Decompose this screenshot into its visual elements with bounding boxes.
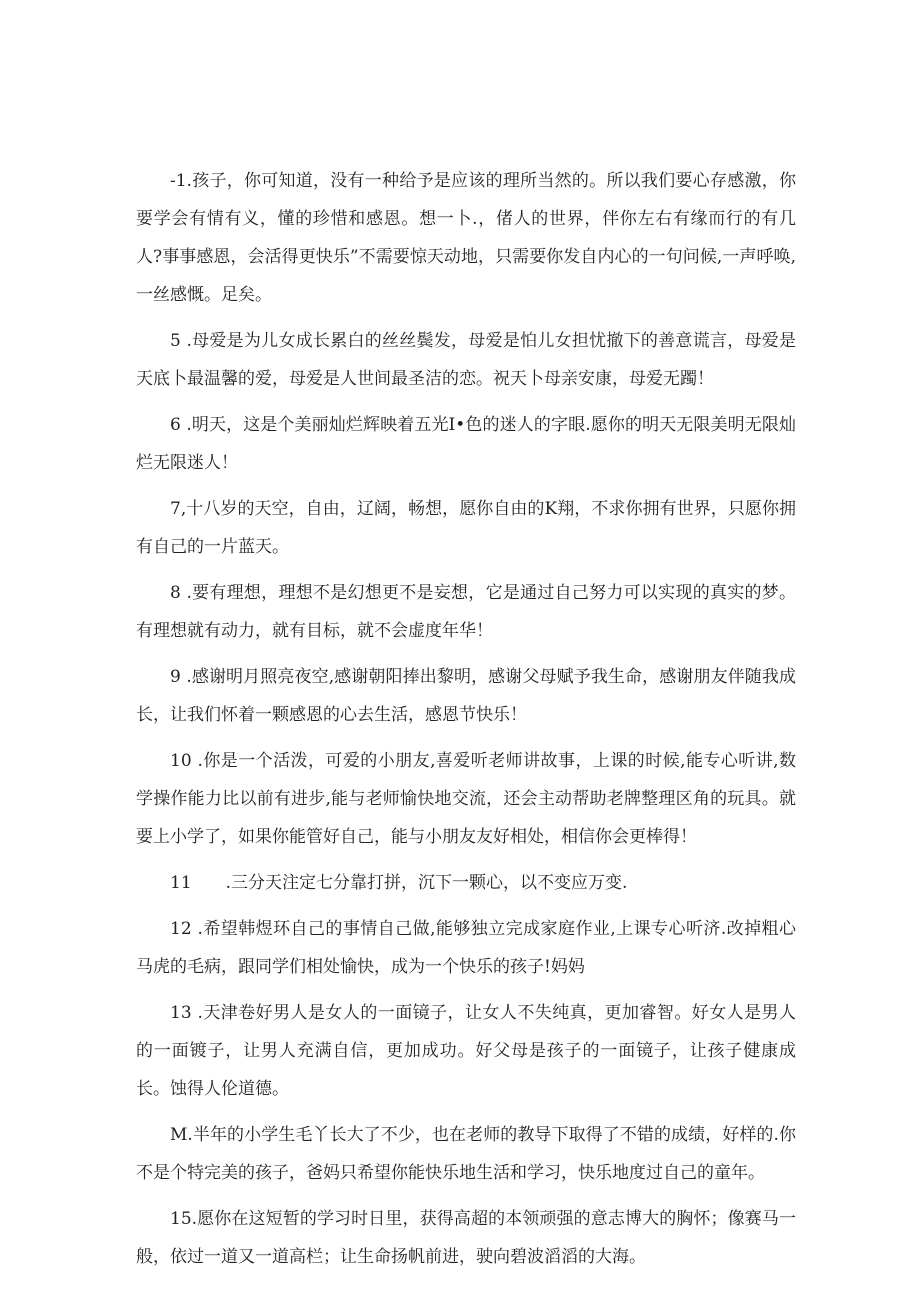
paragraph-14: M.半年的小学生毛丫长大了不少，也在老师的教导下取得了不错的成绩，好样的.你不是个特完美的孩子，爸妈只希望你能快乐地生活和学习，快乐地度过自己的童年。 <box>136 1125 796 1183</box>
paragraph-15: 15.愿你在这短暂的学习时日里，获得高超的本领顽强的意志博大的胸怀；像赛马一般，依过一道又一道高栏；让生命扬帆前进，驶向碧波滔滔的大海。 <box>136 1209 796 1267</box>
paragraph-8: 8 .要有理想，理想不是幻想更不是妄想，它是通过自己努力可以实现的真实的梦。有理想就有动力，就有目标，就不会虚度年华！ <box>136 583 796 641</box>
paragraph-10: 10 .你是一个活泼，可爱的小朋友,喜爱听老师讲故事，上课的时候,能专心听讲,数学操作能力比以前有进步,能与老师愉快地交流，还会主动帮助老牌整理区角的玩具。就要上小学了，如果你能管好自己，能与小朋友友好相处，相信你会更棒得！ <box>136 751 796 847</box>
paragraph-11: 11 .三分天注定七分靠打拼，沉下一颗心，以不变应万变. <box>170 873 628 893</box>
paragraph-6: 6 .明天，这是个美丽灿烂辉映着五光I•色的迷人的字眼.愿你的明天无限美明无限灿烂无限迷人！ <box>136 415 796 473</box>
paragraph-1: -1.孩子，你可知道，没有一种给予是应该的理所当然的。所以我们要心存感激，你要学会有情有义，懂的珍惜和感恩。想一卜.，偖人的世界，伴你左右有缘而行的有几人?事事感恩，会活得更快乐”不需要惊天动地，只需要你发自内心的一句问候,一声呼唤,一丝感慨。足矣。 <box>136 171 796 305</box>
paragraph-12: 12 .希望韩煜环自己的事情自己做,能够独立完成家庭作业,上课专心听济.改掉粗心马虎的毛病，跟同学们相处愉快，成为一个快乐的孩子!妈妈 <box>136 919 796 977</box>
paragraph-13: 13 .天津卷好男人是女人的一面镜子，让女人不失纯真，更加睿智。好女人是男人的一面镀子，让男人充满自信，更加成功。好父母是孩子的一面镜子，让孩子健康成长。蚀得人伦道德。 <box>136 1003 796 1099</box>
paragraph-9: 9 .感谢明月照亮夜空,感谢朝阳捧出黎明，感谢父母赋予我生命，感谢朋友伴随我成长，让我们怀着一颗感恩的心去生活，感恩节快乐！ <box>136 667 796 725</box>
document-body <box>136 162 796 1284</box>
paragraph-5: 5 .母爱是为儿女成长累白的丝丝鬓发，母爱是怕儿女担忧撤下的善意谎言，母爱是天底卜最温馨的爱，母爱是人世间最圣洁的恋。祝天卜母亲安康，母爱无躅！ <box>136 331 796 389</box>
paragraph-7: 7,十八岁的天空，自由，辽阔，畅想，愿你自由的K翔，不求你拥有世界，只愿你拥有自己的一片蓝天。 <box>136 499 796 557</box>
